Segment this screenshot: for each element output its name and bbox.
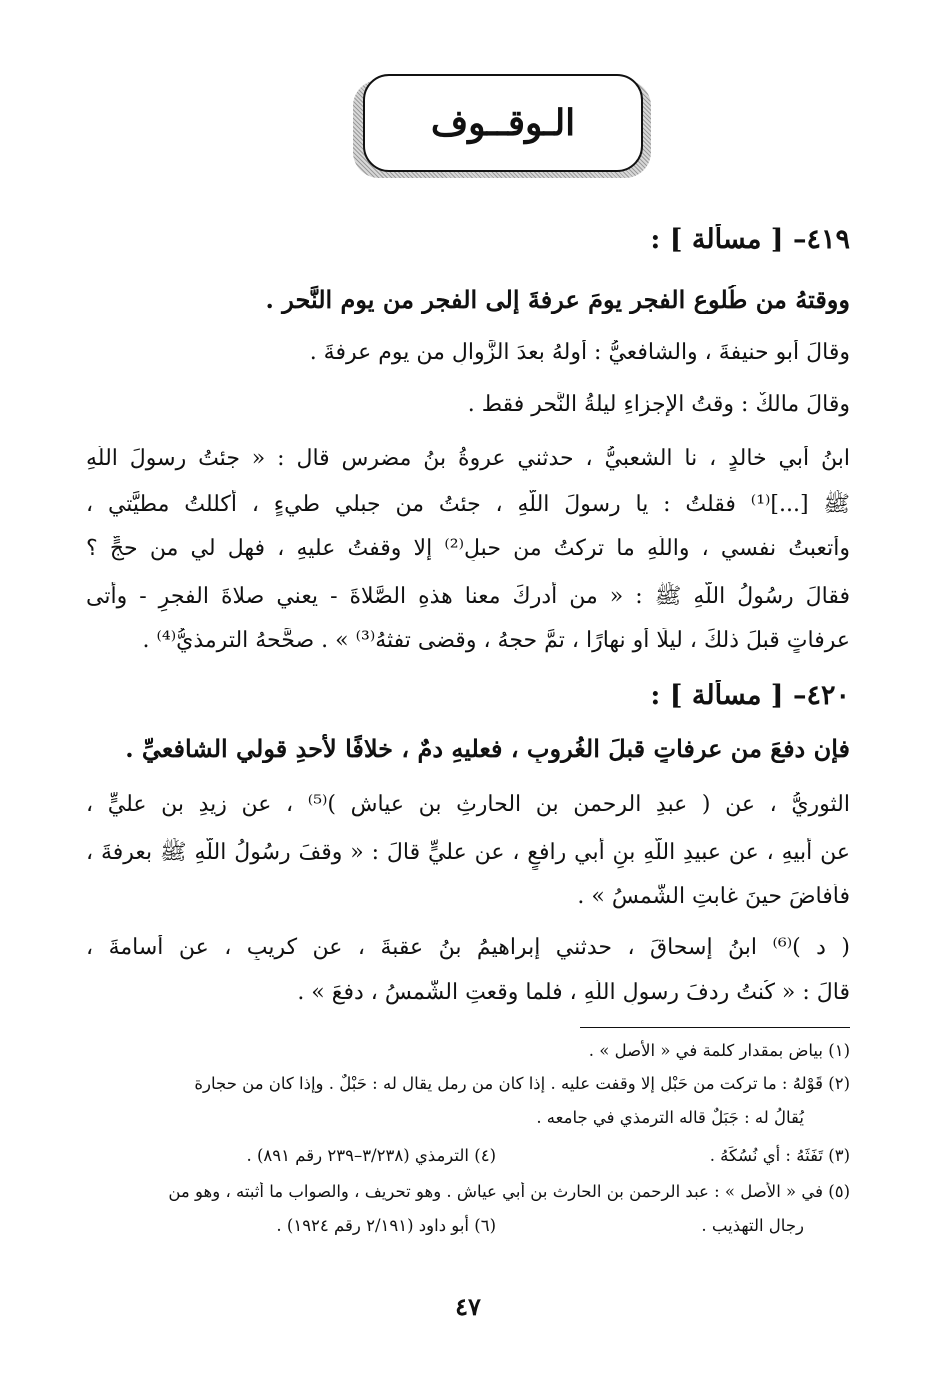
issue-420-heading: ٤٢٠– [ مسألة ] :	[650, 680, 850, 711]
issue-419-heading: ٤١٩– [ مسألة ] :	[650, 224, 850, 255]
footnote-separator	[580, 1027, 850, 1028]
footnote-2: (٢) قَوْلهُ : ما تركت من حَبْلٍ إلا وقفت عليه . إذا كان من رمل يقال له : حَبْلٌ . وإذا كان من حجارة	[194, 1074, 850, 1093]
footnote-6: (٦) أبو داود (٢/١٩١ رقم ١٩٢٤) .	[276, 1216, 496, 1235]
chapter-title-box	[363, 74, 643, 172]
hadith-419-line: ﷺ [...]⁽¹⁾ فقلتُ : يا رسولَ اللَّهِ ، جئتُ من جبلي طيءٍ ، أكللتُ مطيَّتي ،	[86, 492, 850, 517]
hadith-420-line: الثوريُّ ، عن ( عبدِ الرحمنِ بنِ الحارثِ بنِ عياشٍ )⁽⁵⁾ ، عن زيدِ بنِ عليٍّ ،	[86, 792, 850, 817]
page-number: ٤٧	[455, 1292, 481, 1321]
issue-419-opinion-2: وقالَ مالكٌ : وقتُ الإجزاءِ ليلةُ النَّحرِ فقط .	[467, 392, 850, 417]
hadith-420b-line: ( د )⁽⁶⁾ ابنُ إسحاقَ ، حدثني إبراهيمُ بنُ عقبةَ ، عن كريبٍ ، عن أسامةَ ،	[86, 935, 850, 960]
hadith-419-line: عرفاتٍ قبلَ ذلكَ ، ليلًا أو نهارًا ، تمَّ حجهُ ، وقضى تفثهُ⁽³⁾ » . صحَّحهُ الترمذيُّ⁽⁴⁾ .	[142, 628, 850, 653]
footnote-3: (٣) تَفَثَهُ : أي نُسُكَهُ .	[709, 1146, 850, 1165]
issue-419-statement: ووقتهُ من طُلوعِ الفجرِ يومَ عرفةَ إلى الفجرِ من يومِ النَّحرِ .	[265, 285, 850, 314]
footnote-5-continued: رجال التهذيب .	[701, 1216, 804, 1235]
footnote-1: (١) بياض بمقدار كلمة في « الأصل » .	[588, 1041, 850, 1060]
hadith-419-line: فقالَ رسُولُ اللَّهِ ﷺ : « من أدركَ معنا هذهِ الصَّلاةَ - يعني صلاةَ الفجرِ - وأتى	[86, 584, 850, 609]
footnote-4: (٤) الترمذي (٣/٢٣٨–٢٣٩ رقم ٨٩١) .	[246, 1146, 496, 1165]
hadith-419-line: ابنُ أبي خالدٍ ، نا الشعبيُّ ، حدثني عروةُ بنُ مضرسٍ قال : « جئتُ رسولَ اللَّهِ	[86, 446, 850, 471]
hadith-420b-line: قالَ : « كُنتُ رِدفَ رسولِ اللَّهِ ، فلما وقعتِ الشَّمسُ ، دفعَ » .	[297, 980, 850, 1005]
hadith-420-line: عن أبيهِ ، عن عبيدِ اللَّهِ بنِ أبي رافعٍ ، عن عليٍّ قالَ : « وقفَ رسُولُ اللَّهِ ﷺ بعرفةَ ،	[86, 840, 850, 865]
hadith-420-line: فأفاضَ حينَ غابتِ الشَّمسُ » .	[577, 884, 850, 909]
footnote-2-continued: يُقالُ له : جَبَلٌ قاله الترمذي في جامعه .	[536, 1108, 804, 1127]
chapter-title: الـوقــوف	[430, 102, 576, 144]
hadith-419-line: وأتعبتُ نفسي ، واللَّهِ ما تركتُ من حبلٍ⁽²⁾ إلا وقفتُ عليهِ ، فهل لي من حجٍّ ؟	[86, 536, 850, 561]
issue-419-opinion-1: وقالَ أبو حنيفةَ ، والشافعيُّ : أولهُ بعدَ الزَّوالِ من يومِ عرفةَ .	[309, 340, 850, 365]
footnote-5: (٥) في « الأصل » : عبد الرحمن بن الحارث بن أبي عياش . وهو تحريف ، والصواب ما أثبته ، وهو من	[168, 1182, 850, 1201]
issue-420-statement: فإن دفعَ من عرفاتٍ قبلَ الغُروبِ ، فعليهِ دمٌ ، خلافًا لأحدِ قولي الشافعيِّ .	[125, 734, 850, 763]
